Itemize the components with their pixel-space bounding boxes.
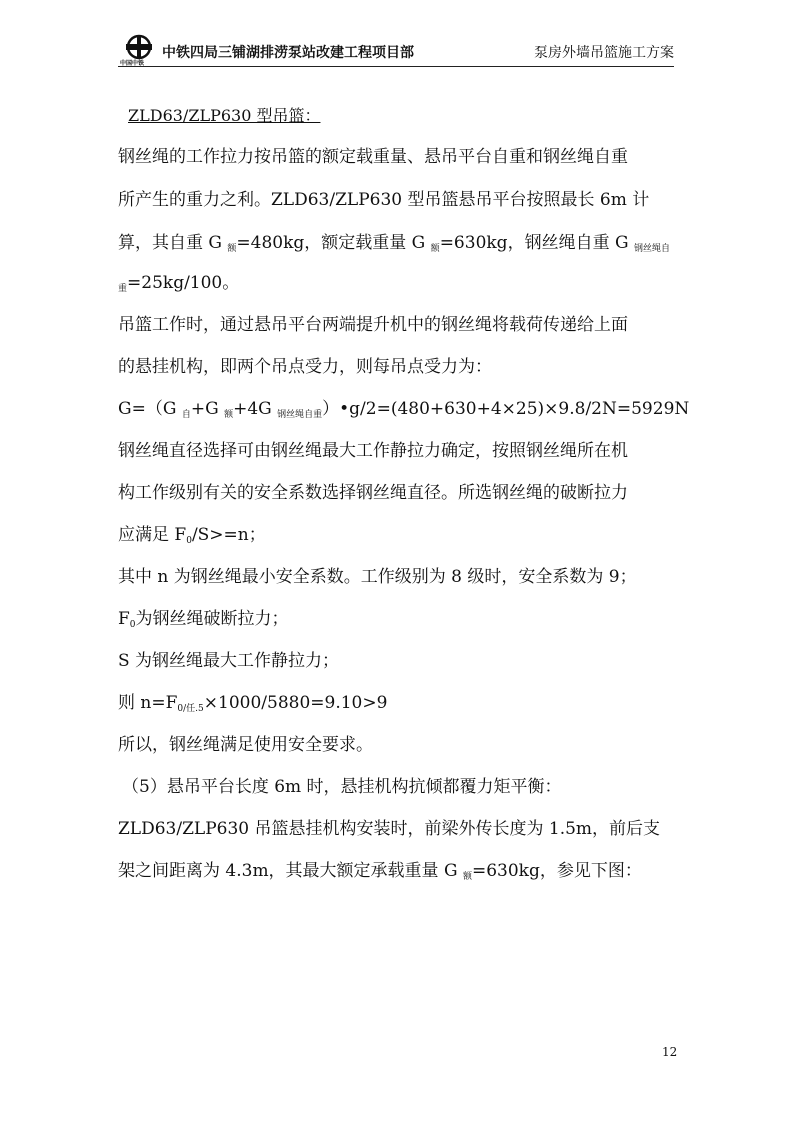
paragraph-line: 吊篮工作时，通过悬吊平台两端提升机中的钢丝绳将载荷传递给上面 <box>118 315 628 335</box>
subsection-heading: （5）悬吊平台长度 6m 时，悬挂机构抗倾都覆力矩平衡： <box>122 777 562 797</box>
page-header <box>118 32 674 67</box>
formula-line: 则 $n=F_{0/任.5}\times 1000/5880=9.10>9$ <box>118 693 388 714</box>
header-organization: 中铁四局三铺湖排涝泵站改建工程项目部 <box>162 45 414 61</box>
paragraph-line: 算，其自重 G $_额$=480kg，额定载重量 G $_额$=630kg，钢丝绳自重 G $_{钢丝绳自}$ <box>118 233 670 254</box>
paragraph-line: 应满足 $F_0/S>=n$； <box>118 525 266 546</box>
page-number: 12 <box>662 1045 678 1059</box>
paragraph-line: 其中 n 为钢丝绳最小安全系数。工作级别为 8 级时，安全系数为 9； <box>118 567 637 587</box>
section-heading: ZLD63/ZLP630 型吊篮： <box>128 106 321 125</box>
logo-caption: 中国中铁 <box>120 60 145 67</box>
paragraph-line: ZLD63/ZLP630 吊篮悬挂机构安装时，前梁外传长度为 1.5m，前后支 <box>118 819 661 839</box>
paragraph-line: S 为钢丝绳最大工作静拉力； <box>118 651 340 671</box>
paragraph-line: 的悬挂机构，即两个吊点受力，则每吊点受力为： <box>118 357 492 377</box>
header-document-title: 泵房外墙吊篮施工方案 <box>534 45 674 61</box>
paragraph-line: 所产生的重力之利。ZLD63/ZLP630 型吊篮悬吊平台按照最长 6m 计 <box>118 190 650 210</box>
paragraph-line: 架之间距离为 4.3m，其最大额定承载重量 G $_额$=630kg，参见下图： <box>118 861 642 882</box>
paragraph-line: $F_0$为钢丝绳破断拉力； <box>118 609 289 630</box>
paragraph-line: 钢丝绳直径选择可由钢丝绳最大工作静拉力确定，按照钢丝绳所在机 <box>118 441 628 461</box>
paragraph-line: 钢丝绳的工作拉力按吊篮的额定载重量、悬吊平台自重和钢丝绳自重 <box>118 147 628 167</box>
paragraph-line: 所以，钢丝绳满足使用安全要求。 <box>118 735 373 755</box>
formula-line: G=（G $_自$+G $_额$+4G $_{钢丝绳自重}$）•g/2=(480+630+4×25)×9.8/2N=5929N <box>118 399 690 420</box>
paragraph-line: 构工作级别有关的安全系数选择钢丝绳直径。所选钢丝绳的破断拉力 <box>118 483 628 503</box>
paragraph-line: $_重$=25kg/100。 <box>118 273 240 294</box>
